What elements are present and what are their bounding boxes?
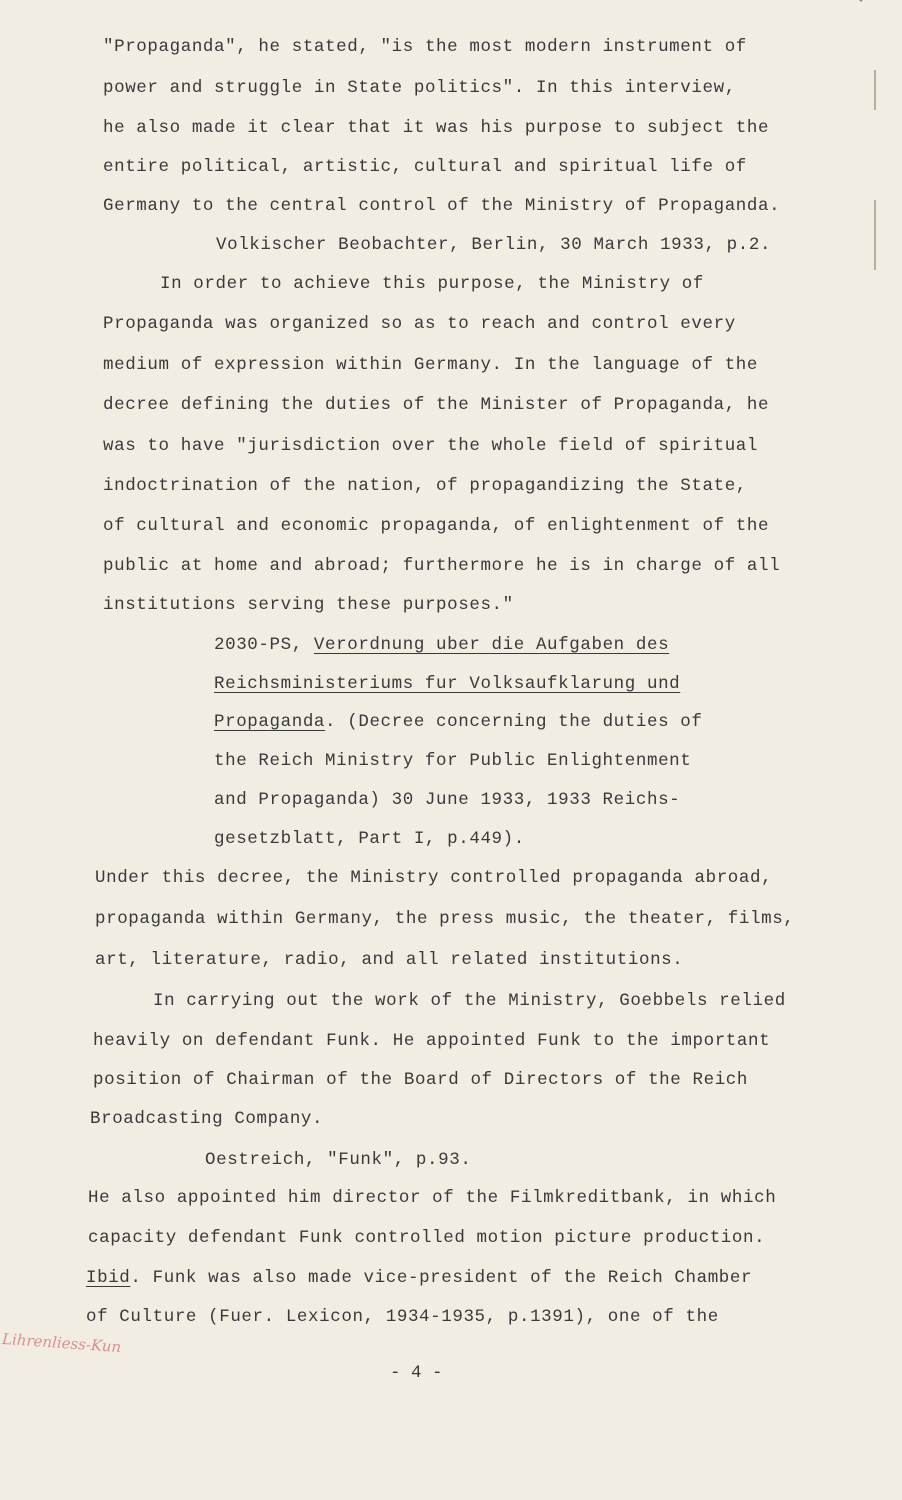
citation-title: Verordnung uber die Aufgaben des [313, 635, 670, 655]
text-line: of Culture (Fuer. Lexicon, 1934-1935, p.1391), one of the [86, 1307, 719, 1327]
text-span: . Funk was also made vice-president of the Reich Chamber [130, 1268, 753, 1288]
citation-line: Volkischer Beobachter, Berlin, 30 March 1933, p.2. [216, 235, 772, 255]
text-line [86, 1268, 752, 1288]
text-line: In order to achieve this purpose, the Ministry of [160, 274, 704, 294]
citation-prefix: 2030-PS, [214, 635, 314, 655]
citation-line: the Reich Ministry for Public Enlightenment [214, 751, 692, 771]
margin-annotation: Lihrenliess-Kun [1, 1329, 122, 1357]
text-line: position of Chairman of the Board of Directors of the Reich [93, 1070, 749, 1090]
citation-line [214, 674, 680, 694]
text-line: capacity defendant Funk controlled motion picture production. [88, 1228, 766, 1248]
text-line: Propaganda was organized so as to reach and control every [103, 314, 736, 334]
citation-title: Propaganda [214, 712, 326, 732]
text-line: he also made it clear that it was his purpose to subject the [103, 118, 770, 138]
text-line: of cultural and economic propaganda, of enlightenment of the [103, 516, 770, 536]
text-line: was to have "jurisdiction over the whole field of spiritual [103, 436, 759, 456]
text-line: indoctrination of the nation, of propagandizing the State, [103, 476, 747, 496]
text-line: power and struggle in State politics". In this interview, [103, 78, 736, 98]
edge-mark [874, 200, 876, 270]
corner-fold-mark [843, 0, 862, 2]
text-line: Broadcasting Company. [90, 1109, 324, 1129]
citation-line [214, 635, 669, 655]
text-line: entire political, artistic, cultural and spiritual life of [103, 157, 747, 177]
text-line: Germany to the central control of the Ministry of Propaganda. [103, 196, 781, 216]
citation-line: Oestreich, "Funk", p.93. [205, 1150, 472, 1170]
citation-text: . (Decree concerning the duties of [325, 712, 703, 732]
text-line: heavily on defendant Funk. He appointed Funk to the important [93, 1031, 771, 1051]
text-line: "Propaganda", he stated, "is the most modern instrument of [103, 37, 747, 57]
page-number: - 4 - [390, 1363, 443, 1383]
citation-line [214, 712, 703, 732]
text-line: Under this decree, the Ministry controlled propaganda abroad, [95, 868, 773, 888]
text-line: medium of expression within Germany. In the language of the [103, 355, 759, 375]
ibid-reference: Ibid [86, 1268, 131, 1288]
text-line: He also appointed him director of the Filmkreditbank, in which [88, 1188, 777, 1208]
text-line: In carrying out the work of the Ministry, Goebbels relied [153, 991, 786, 1011]
text-line: propaganda within Germany, the press music, the theater, films, [95, 909, 795, 929]
citation-line: gesetzblatt, Part I, p.449). [214, 829, 525, 849]
citation-title: Reichsministeriums fur Volksaufklarung und [214, 674, 681, 694]
citation-line: and Propaganda) 30 June 1933, 1933 Reichs- [214, 790, 681, 810]
text-line: decree defining the duties of the Minister of Propaganda, he [103, 395, 770, 415]
text-line: public at home and abroad; furthermore he is in charge of all [103, 556, 781, 576]
text-line: institutions serving these purposes." [103, 595, 514, 615]
text-line: art, literature, radio, and all related institutions. [95, 950, 684, 970]
edge-mark [874, 70, 876, 110]
